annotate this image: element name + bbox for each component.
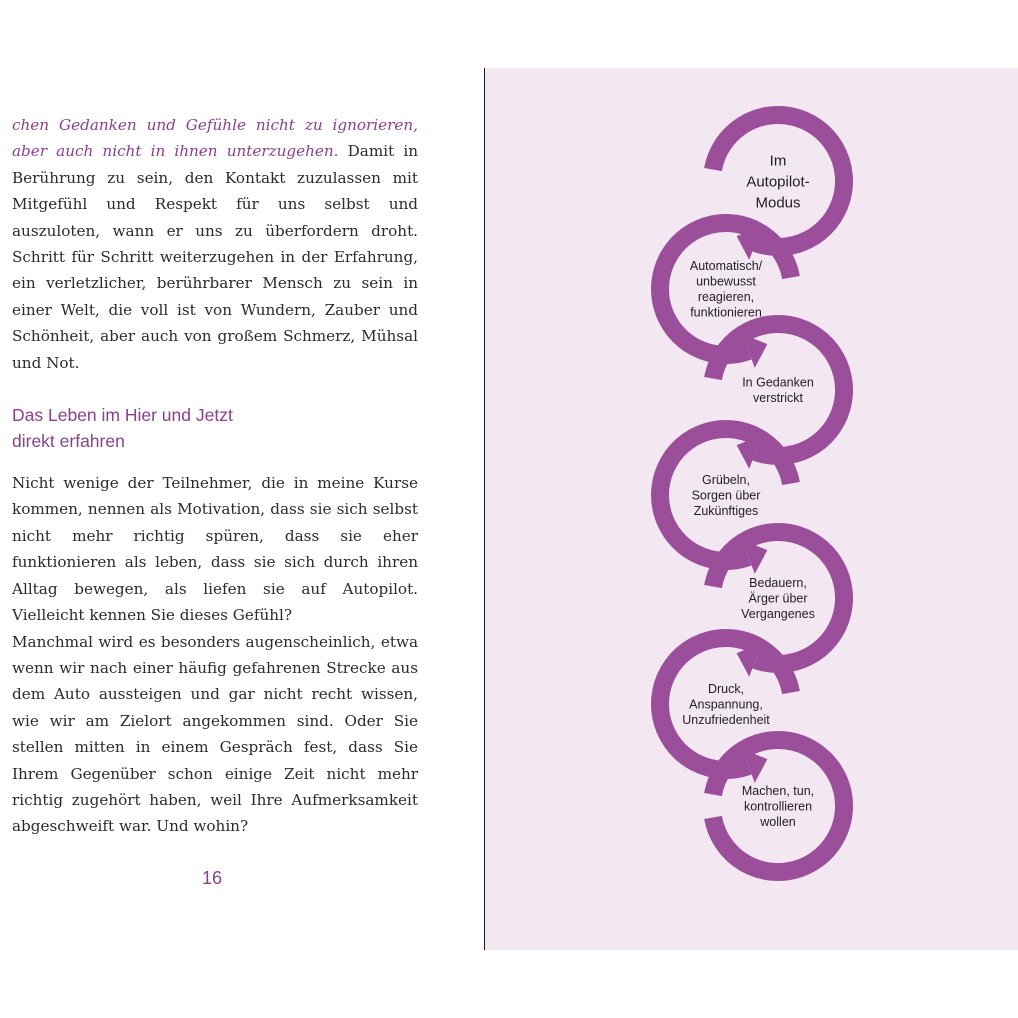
cycle-step-label-7	[742, 784, 814, 829]
cycle-step-label-1	[746, 152, 809, 211]
cycle-step-label-line: verstrickt	[753, 391, 803, 406]
intro-emphasis: chen Gedanken und Gefühle nicht zu ignorieren, aber auch nicht in ihnen unterzugehen.	[12, 116, 418, 161]
body-paragraph-2: Manchmal wird es besonders augenscheinlich, etwa wenn wir nach einer häufig gefahrenen Strecke aus dem Auto aussteigen und gar nicht recht wissen, wie wir am Zielort angekommen sind. Oder Sie stellen mitten in einem Gespräch fest, dass Sie Ihrem Gegenüber schon einige Zeit nicht mehr richtig zugehört haben, weil Ihre Aufmerksamkeit abgeschweift war. Und wohin?	[12, 632, 418, 836]
section-heading-line-2: direkt erfahren	[12, 431, 125, 452]
cycle-step-label-line: reagieren,	[697, 290, 755, 305]
cycle-arc-2	[660, 223, 791, 355]
left-page	[12, 112, 418, 840]
intro-paragraph	[12, 112, 418, 376]
cycle-step-label-line: Im	[769, 152, 787, 170]
intro-text: Damit in Berührung zu sein, den Kontakt zuzulassen mit Mitgefühl und Respekt für uns selbst und auszuloten, wann er uns zu überfordern droht. Schritt für Schritt weiterzugehen in der Erfahrung, ein verletzlicher, berührbarer Mensch zu sein in einer Welt, die voll ist von Wundern, Zauber und Schönheit, aber auch von großem Schmerz, Mühsal und Not.	[12, 142, 418, 372]
body-paragraph-1: Nicht wenige der Teilnehmer, die in meine Kurse kommen, nennen als Motivation, dass sie sich selbst nicht mehr richtig spüren, dass sie eher funktionieren als leben, dass sie sich durch ihren Alltag bewegen, als liefen sie auf Autopilot. Vielleicht kennen Sie dieses Gefühl?	[12, 474, 418, 625]
cycle-step-label-line: funktionieren	[690, 305, 762, 320]
cycle-step-label-line: wollen	[760, 814, 796, 829]
cycle-step-label-line: unbewusst	[696, 274, 756, 289]
cycle-step-label-line: Grübeln,	[702, 472, 750, 487]
cycle-step-label-line: In Gedanken	[742, 375, 814, 390]
cycle-step-label-line: Ärger über	[748, 591, 808, 606]
cycle-step-label-line: Zukünftiges	[693, 503, 759, 518]
cycle-step-label-line: Anspannung,	[689, 697, 763, 712]
page-number: 16	[201, 868, 223, 888]
cycle-step-label-5	[741, 576, 815, 621]
cycle-step-label-line: Bedauern,	[749, 575, 807, 590]
cycle-step-label-line: Machen, tun,	[741, 783, 815, 798]
cycle-step-label-line: Automatisch/	[689, 259, 763, 274]
section-heading	[12, 402, 418, 454]
cycle-step-label-line: kontrollieren	[743, 799, 813, 814]
cycle-step-label-line: Unzufriedenheit	[682, 712, 770, 727]
autopilot-cycle-diagram	[485, 68, 1018, 950]
cycle-step-label-2	[690, 259, 763, 320]
cycle-step-label-3	[742, 376, 814, 406]
cycle-step-label-6	[682, 682, 770, 727]
cycle-step-label-line: Druck,	[707, 681, 745, 696]
cycle-step-label-line: Vergangenes	[741, 606, 815, 621]
cycle-step-label-line: Modus	[755, 194, 801, 212]
cycle-step-label-line: Autopilot-	[746, 173, 810, 191]
autopilot-diagram-panel	[485, 68, 1018, 950]
cycle-step-label-4	[692, 473, 761, 518]
cycle-step-label-line: Sorgen über	[691, 488, 761, 503]
section-heading-line-1: Das Leben im Hier und Jetzt	[12, 405, 233, 426]
